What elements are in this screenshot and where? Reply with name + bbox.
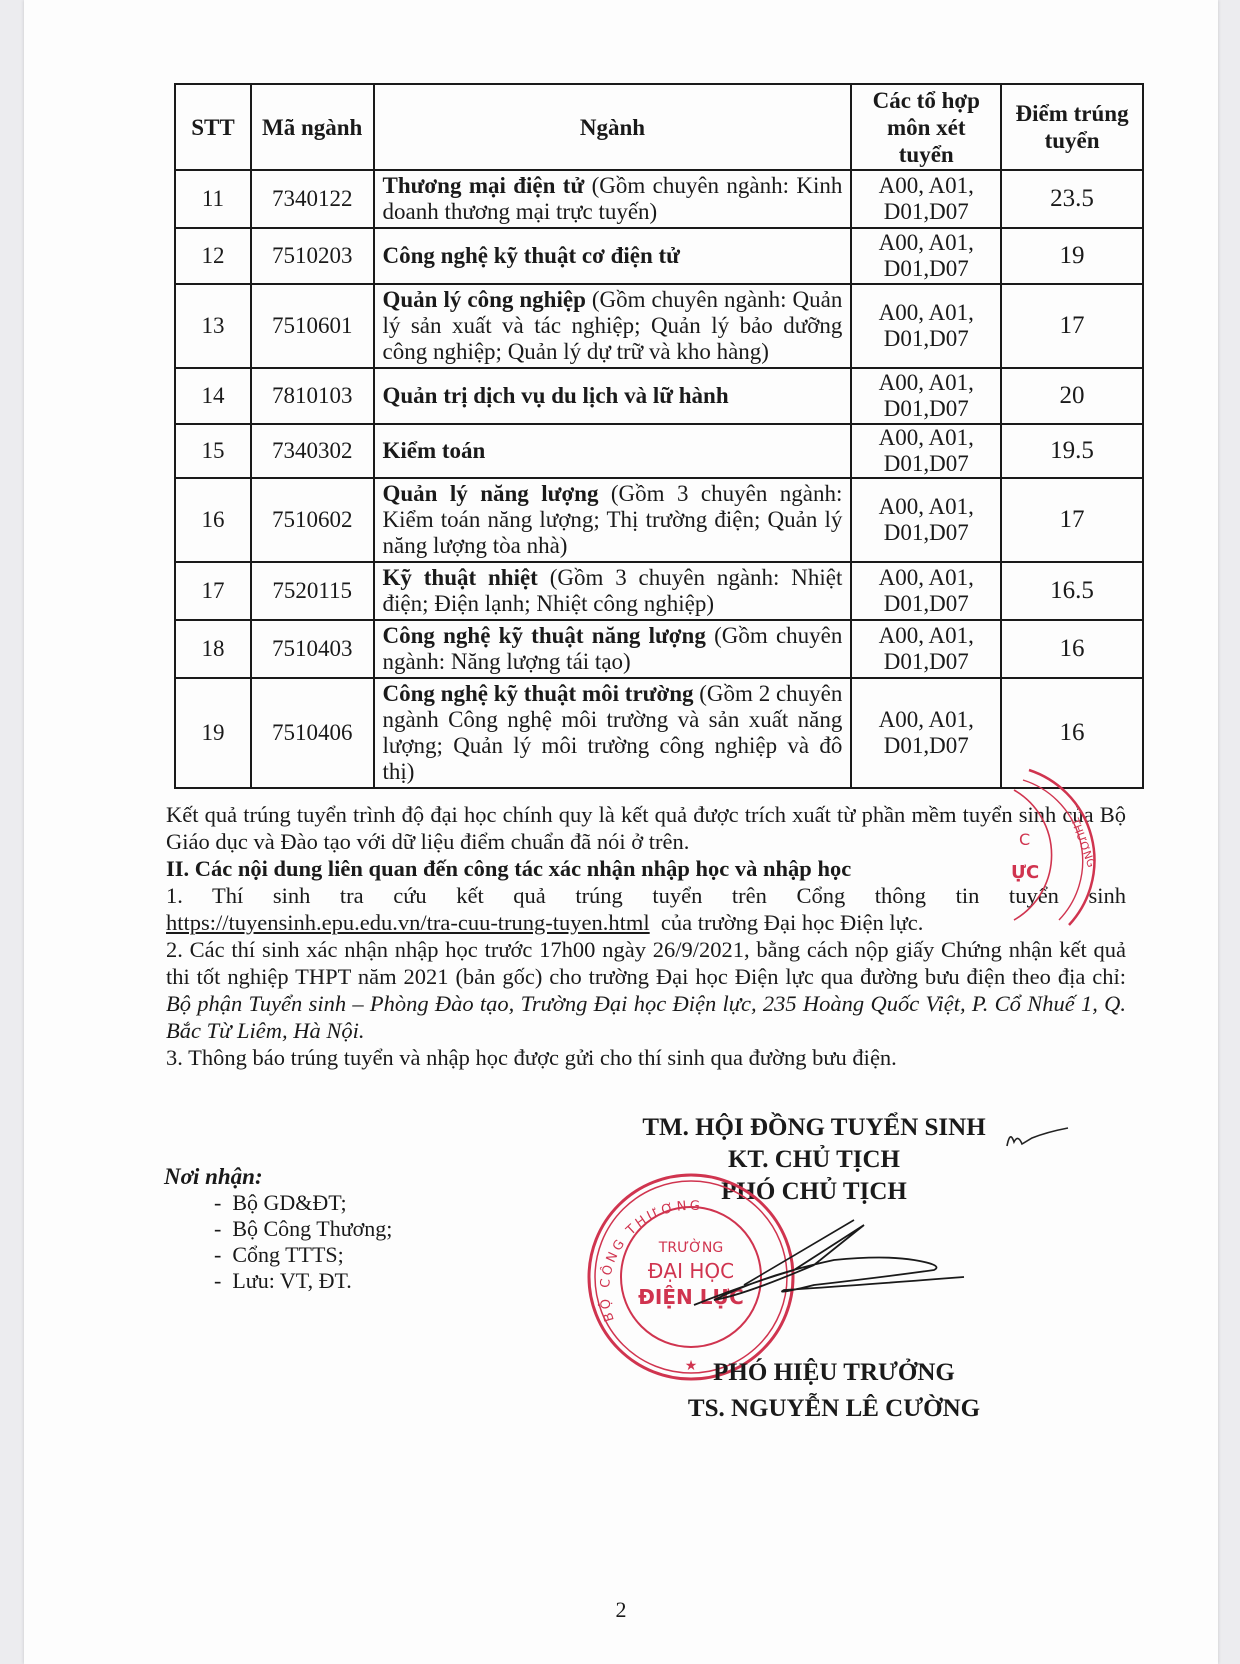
combo-line-2: D01,D07: [883, 326, 969, 351]
notes-section: [166, 801, 1126, 1071]
cell-code: 7340122: [251, 170, 374, 228]
cell-major: [374, 170, 852, 228]
table-header-row: [175, 84, 1143, 170]
major-detail: (Gồm 2 chuyên ngành Công nghệ môi trường và sản xuất năng lượng; Quản lý môi trường công nghiệp và đô thị): [382, 681, 843, 784]
cell-stt: 11: [175, 170, 251, 228]
cell-major: [374, 678, 852, 788]
cell-stt: 18: [175, 620, 251, 678]
page-number: 2: [615, 1597, 627, 1622]
cell-score: 16: [1001, 620, 1143, 678]
sign-line-1: TM. HỘI ĐỒNG TUYỂN SINH: [642, 1114, 986, 1141]
major-detail: (Gồm chuyên ngành: Quản lý sản xuất và tác nghiệp; Quản lý bảo dưỡng công nghiệp; Quản lý dự trữ và kho hàng): [382, 287, 843, 364]
signer-name: TS. NGUYỄN LÊ CƯỜNG: [687, 1395, 981, 1422]
recipients-list: [164, 1190, 392, 1294]
major-detail: (Gồm chuyên ngành: Kinh doanh thương mại trực tuyến): [382, 173, 843, 224]
major-name: Quản lý công nghiệp: [382, 287, 586, 312]
svg-text:ỰC: ỰC: [1011, 862, 1040, 883]
cell-stt: 12: [175, 228, 251, 284]
cell-stt: 16: [175, 478, 251, 562]
major-name: Quản lý năng lượng: [382, 481, 599, 506]
cell-code: 7510203: [251, 228, 374, 284]
major-name: Thương mại điện tử: [382, 173, 585, 198]
table-row: [175, 678, 1143, 788]
cell-major: [374, 478, 852, 562]
table-row: [175, 170, 1143, 228]
cell-major: [374, 620, 852, 678]
table-row: [175, 562, 1143, 620]
recipient-item: - Bộ Công Thương;: [214, 1216, 392, 1242]
sign-line-2: KT. CHỦ TỊCH: [727, 1146, 901, 1173]
svg-text:★: ★: [684, 1359, 698, 1374]
combo-line-2: D01,D07: [883, 591, 969, 616]
table-row: [175, 478, 1143, 562]
combo-line-2: D01,D07: [883, 733, 969, 758]
cell-score: 17: [1001, 284, 1143, 368]
table-row: [175, 368, 1143, 424]
cell-combo: [851, 284, 1001, 368]
header-major: Ngành: [374, 84, 852, 170]
cell-major: [374, 228, 852, 284]
cell-score: 16.5: [1001, 562, 1143, 620]
table-row: [175, 620, 1143, 678]
major-detail: (Gồm 3 chuyên ngành: Kiểm toán năng lượng; Thị trường điện; Quản lý năng lượng tòa nhà): [382, 481, 843, 558]
svg-text:ĐIỆN LỰC: ĐIỆN LỰC: [638, 1285, 744, 1309]
combo-line-1: A00, A01,: [878, 623, 974, 648]
cell-code: 7510602: [251, 478, 374, 562]
combo-line-1: A00, A01,: [878, 173, 974, 198]
item2-text: 2. Các thí sinh xác nhận nhập học trước 17h00 ngày 26/9/2021, bằng cách nộp giấy Chứng nhận kết quả thi tốt nghiệp THPT năm 2021 (bản gốc) cho trường Đại học Điện lực qua đường bưu điện theo địa chỉ:: [166, 937, 1126, 989]
recipient-item: - Bộ GD&ĐT;: [214, 1190, 392, 1216]
combo-line-2: D01,D07: [883, 199, 969, 224]
svg-text:C: C: [1019, 830, 1031, 849]
item1-suffix: của trường Đại học Điện lực.: [649, 910, 924, 935]
combo-line-1: A00, A01,: [878, 565, 974, 590]
major-detail: (Gồm 3 chuyên ngành: Nhiệt điện; Điện lạnh; Nhiệt công nghiệp): [382, 565, 843, 616]
major-name: Công nghệ kỹ thuật môi trường: [382, 681, 694, 706]
cell-code: 7510403: [251, 620, 374, 678]
signer-block: [584, 1355, 1084, 1427]
svg-text:ĐẠI HỌC: ĐẠI HỌC: [647, 1259, 735, 1283]
combo-line-2: D01,D07: [883, 256, 969, 281]
combo-line-2: D01,D07: [883, 451, 969, 476]
cell-code: 7510601: [251, 284, 374, 368]
section-heading: II. Các nội dung liên quan đến công tác xác nhận nhập học và nhập học: [166, 856, 852, 881]
major-name: Công nghệ kỹ thuật cơ điện tử: [382, 243, 680, 268]
cell-combo: [851, 620, 1001, 678]
signature-title-block: [584, 1112, 1044, 1208]
recipients-block: [164, 1164, 392, 1294]
cell-combo: [851, 228, 1001, 284]
cell-stt: 14: [175, 368, 251, 424]
document-page: [24, 0, 1218, 1664]
svg-text:TRƯỜNG: TRƯỜNG: [658, 1240, 724, 1256]
table-body: [175, 170, 1143, 788]
result-paragraph: Kết quả trúng tuyển trình độ đại học chính quy là kết quả được trích xuất từ phần mềm tuyển sinh của Bộ Giáo dục và Đào tạo với dữ liệu điểm chuẩn đã nói ở trên.: [166, 802, 1126, 854]
combo-line-1: A00, A01,: [878, 300, 974, 325]
header-stt: STT: [175, 84, 251, 170]
table-row: [175, 284, 1143, 368]
recipient-item: - Lưu: VT, ĐT.: [214, 1268, 392, 1294]
cell-score: 23.5: [1001, 170, 1143, 228]
cell-score: 16: [1001, 678, 1143, 788]
recipient-item: - Cổng TTTS;: [214, 1242, 392, 1268]
cell-stt: 19: [175, 678, 251, 788]
cell-major: [374, 424, 852, 478]
cell-code: 7340302: [251, 424, 374, 478]
recipients-title: Nơi nhận:: [164, 1164, 263, 1189]
major-detail: (Gồm chuyên ngành: Năng lượng tái tạo): [382, 623, 843, 674]
cell-stt: 15: [175, 424, 251, 478]
table-row: [175, 228, 1143, 284]
cell-combo: [851, 368, 1001, 424]
cell-major: [374, 284, 852, 368]
cell-code: 7520115: [251, 562, 374, 620]
combo-line-1: A00, A01,: [878, 494, 974, 519]
cell-major: [374, 562, 852, 620]
cell-code: 7810103: [251, 368, 374, 424]
item1-link-line: [166, 909, 1126, 936]
combo-line-2: D01,D07: [883, 520, 969, 545]
combo-line-1: A00, A01,: [878, 707, 974, 732]
svg-text:THƯƠNG: THƯƠNG: [1068, 816, 1098, 870]
cell-stt: 17: [175, 562, 251, 620]
item2-address: Bộ phận Tuyển sinh – Phòng Đào tạo, Trường Đại học Điện lực, 235 Hoàng Quốc Việt, P. Cổ Nhuế 1, Q. Bắc Từ Liêm, Hà Nội.: [166, 991, 1126, 1043]
cell-code: 7510406: [251, 678, 374, 788]
cell-combo: [851, 424, 1001, 478]
combo-line-1: A00, A01,: [878, 425, 974, 450]
header-combo: Các tổ hợp môn xét tuyển: [851, 84, 1001, 170]
combo-line-2: D01,D07: [883, 649, 969, 674]
item1-text: 1. Thí sinh tra cứu kết quả trúng tuyển trên Cổng thông tin tuyển sinh: [166, 883, 1126, 908]
major-name: Quản trị dịch vụ du lịch và lữ hành: [382, 383, 729, 408]
combo-line-2: D01,D07: [883, 396, 969, 421]
major-name: Kiểm toán: [382, 438, 486, 463]
cell-score: 20: [1001, 368, 1143, 424]
cell-score: 19: [1001, 228, 1143, 284]
admission-scores-table: [174, 83, 1144, 789]
cell-combo: [851, 678, 1001, 788]
header-score: Điểm trúng tuyển: [1001, 84, 1143, 170]
item2-paragraph: [166, 936, 1126, 1044]
combo-line-1: A00, A01,: [878, 370, 974, 395]
cell-combo: [851, 170, 1001, 228]
signer-position: PHÓ HIỆU TRƯỞNG: [713, 1359, 955, 1386]
sign-line-3: PHÓ CHỦ TỊCH: [721, 1178, 907, 1205]
table-row: [175, 424, 1143, 478]
cell-combo: [851, 562, 1001, 620]
cell-major: [374, 368, 852, 424]
major-name: Kỹ thuật nhiệt: [382, 565, 538, 590]
combo-line-1: A00, A01,: [878, 230, 974, 255]
cell-stt: 13: [175, 284, 251, 368]
svg-text:BỘ CÔNG THƯƠNG: BỘ CÔNG THƯƠNG: [597, 1198, 704, 1324]
header-code: Mã ngành: [251, 84, 374, 170]
item3-text: 3. Thông báo trúng tuyển và nhập học được gửi cho thí sinh qua đường bưu điện.: [166, 1045, 897, 1070]
lookup-link[interactable]: https://tuyensinh.epu.edu.vn/tra-cuu-trung-tuyen.html: [166, 910, 650, 935]
cell-score: 17: [1001, 478, 1143, 562]
cell-score: 19.5: [1001, 424, 1143, 478]
major-name: Công nghệ kỹ thuật năng lượng: [382, 623, 706, 648]
handwritten-signature-icon: [684, 1215, 984, 1335]
cell-combo: [851, 478, 1001, 562]
